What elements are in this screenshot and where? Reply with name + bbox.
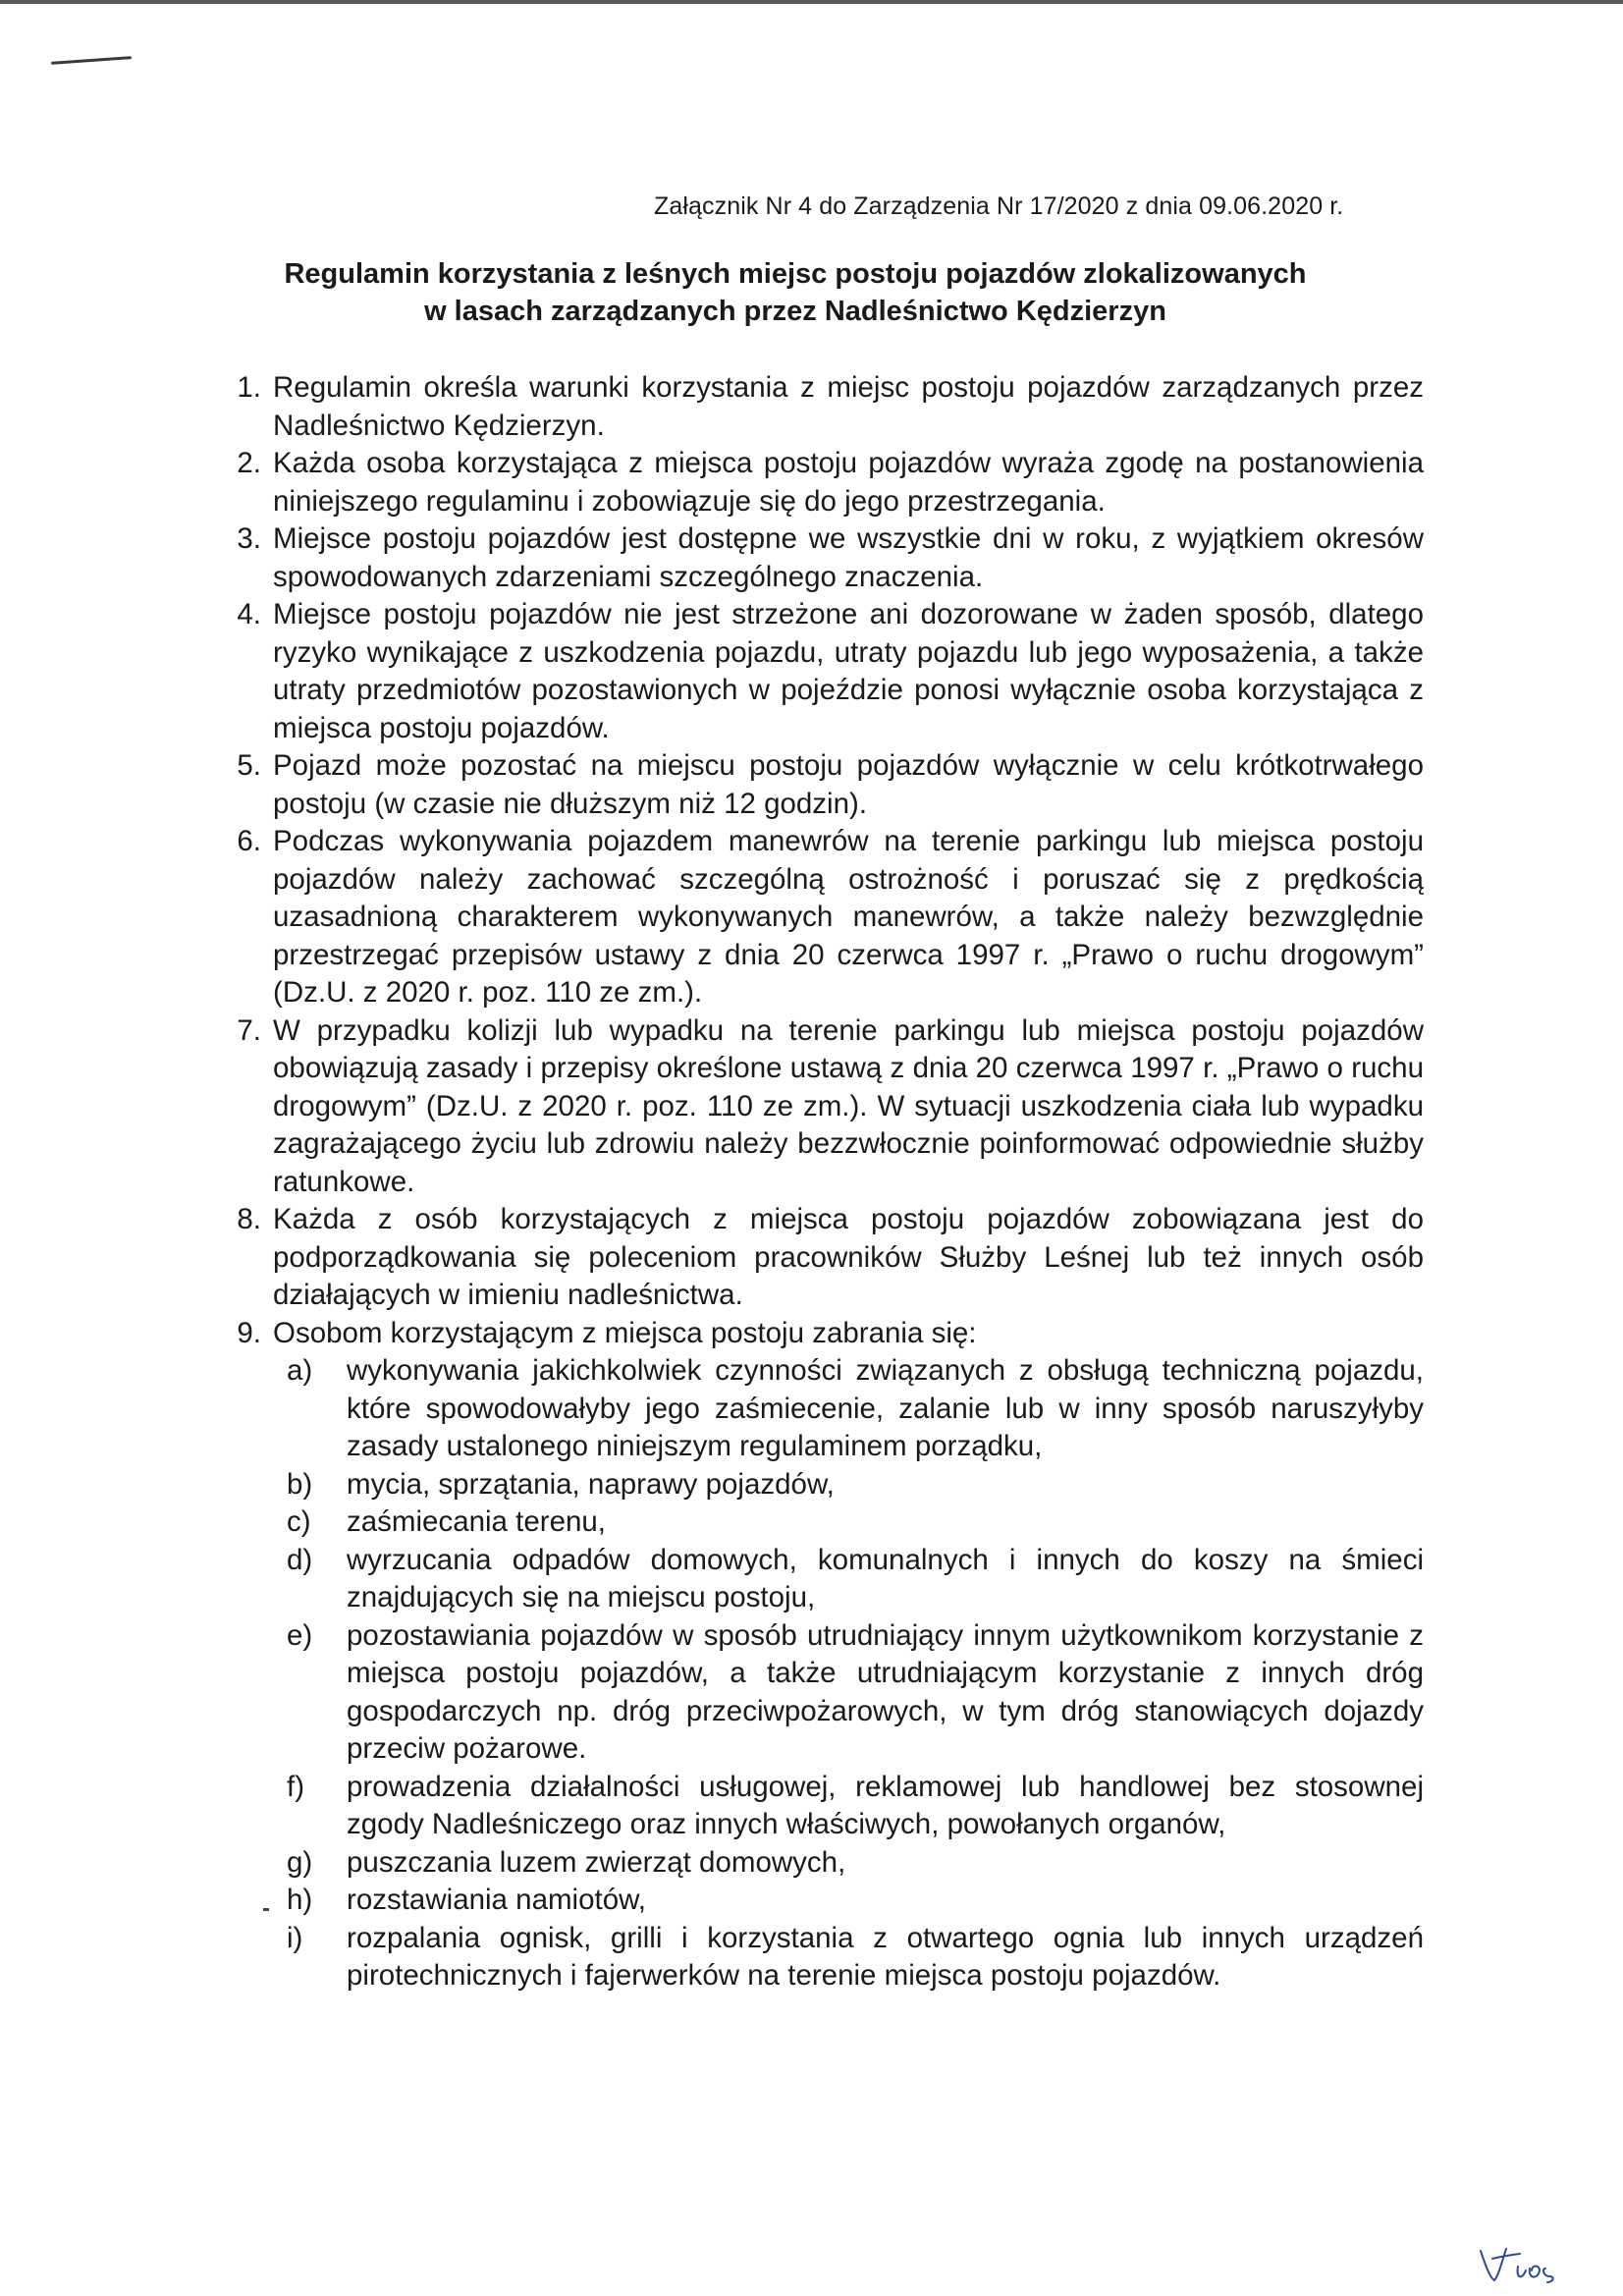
rule-9: [196, 1315, 1424, 1995]
prohibition-text: prowadzenia działalności usługowej, reklamowej lub handlowej bez stosownej zgody Nadleśniczego oraz innych właściwych, powołanych organów,: [347, 1770, 1424, 1840]
prohibition-a: [273, 1352, 1424, 1466]
prohibition-text: puszczania luzem zwierząt domowych,: [347, 1845, 846, 1879]
prohibition-d: [273, 1542, 1424, 1617]
rule-number: 6.: [237, 825, 261, 857]
rule-1: [196, 369, 1424, 445]
prohibition-letter: g): [287, 1845, 313, 1879]
prohibition-text: zaśmiecania terenu,: [347, 1505, 607, 1538]
prohibition-letter: c): [287, 1505, 311, 1538]
prohibition-letter: b): [287, 1467, 313, 1501]
prohibition-b: [273, 1466, 1424, 1504]
rule-number: 1.: [237, 371, 261, 404]
rule-8: [196, 1201, 1424, 1315]
rule-3: [196, 520, 1424, 596]
prohibitions-list: [273, 1352, 1424, 1995]
scan-mark: [51, 56, 132, 65]
rules-list: [196, 369, 1424, 1995]
rule-text: Każda z osób korzystających z miejsca postoju pojazdów zobowiązana jest do podporządkowania się poleceniom pracowników Służby Leśnej lub też innych osób działających w imieniu nadleśnictwa.: [273, 1203, 1424, 1311]
scan-top-edge: [0, 0, 1623, 4]
margin-tick-mark: [263, 1908, 269, 1911]
prohibition-g: [273, 1844, 1424, 1883]
prohibition-text: mycia, sprzątania, naprawy pojazdów,: [347, 1467, 835, 1501]
rule-number: 2.: [237, 447, 261, 479]
rule-6: [196, 823, 1424, 1012]
rule-5: [196, 747, 1424, 823]
prohibition-text: rozpalania ognisk, grilli i korzystania z otwartego ognia lub innych urządzeń pirotechnicznych i fajerwerków na terenie miejsca postoju pojazdów.: [347, 1921, 1424, 1992]
prohibition-c: [273, 1503, 1424, 1542]
rule-4: [196, 596, 1424, 747]
rule-number: 5.: [237, 749, 261, 782]
prohibition-letter: d): [287, 1543, 313, 1576]
prohibition-letter: i): [287, 1921, 303, 1954]
prohibition-letter: e): [287, 1618, 313, 1652]
handwritten-signature: [1473, 2239, 1571, 2288]
prohibition-text: rozstawiania namiotów,: [347, 1884, 646, 1916]
prohibition-h: [273, 1882, 1424, 1920]
prohibition-e: [273, 1617, 1424, 1769]
rule-7: [196, 1012, 1424, 1202]
rule-text: Miejsce postoju pojazdów nie jest strzeżone ani dozorowane w żaden sposób, dlatego ryzyko wynikające z uszkodzenia pojazdu, utraty pojazdu lub jego wyposażenia, a także utraty przedmiotów pozostawionych w pojeździe ponosi wyłącznie osoba korzystająca z miejsca postoju pojazdów.: [273, 598, 1424, 744]
prohibition-text: pozostawiania pojazdów w sposób utrudniający innym użytkownikom korzystanie z miejsca postoju pojazdów, a także utrudniającym korzystanie z innych dróg gospodarczych np. dróg przeciwpożarowych, w tym dróg stanowiących dojazdy przeciw pożarowe.: [347, 1618, 1424, 1765]
title-line-2: w lasach zarządzanych przez Nadleśnictwo Kędzierzyn: [424, 296, 1166, 327]
rule-2: [196, 445, 1424, 520]
prohibition-i: [273, 1920, 1424, 1995]
rule-number: 9.: [237, 1316, 261, 1349]
prohibition-letter: a): [287, 1354, 313, 1387]
rule-text: Regulamin określa warunki korzystania z miejsc postoju pojazdów zarządzanych przez Nadleśnictwo Kędzierzyn.: [273, 371, 1424, 442]
rule-text: Osobom korzystającym z miejsca postoju zabrania się:: [273, 1316, 977, 1349]
rule-number: 4.: [237, 598, 261, 630]
rule-text: Miejsce postoju pojazdów jest dostępne we wszystkie dni w roku, z wyjątkiem okresów spowodowanych zdarzeniami szczególnego znaczenia.: [273, 522, 1424, 593]
prohibition-text: wyrzucania odpadów domowych, komunalnych i innych do koszy na śmieci znajdujących się na miejscu postoju,: [347, 1543, 1424, 1613]
rule-text: Każda osoba korzystająca z miejsca postoju pojazdów wyraża zgodę na postanowienia niniejszego regulaminu i zobowiązuje się do jego przestrzegania.: [273, 447, 1424, 518]
document-title: [187, 255, 1404, 330]
prohibition-text: wykonywania jakichkolwiek czynności związanych z obsługą techniczną pojazdu, które spowodowałyby jego zaśmiecenie, zalanie lub w inny sposób naruszyłyby zasady ustalonego niniejszym regulaminem porządku,: [347, 1354, 1424, 1462]
rule-text: Podczas wykonywania pojazdem manewrów na terenie parkingu lub miejsca postoju pojazdów należy zachować szczególną ostrożność i poruszać się z prędkością uzasadnioną charakterem wykonywanych manewrów, a także należy bezwzględnie przestrzegać przepisów ustawy z dnia 20 czerwca 1997 r. „Prawo o ruchu drogowym” (Dz.U. z 2020 r. poz. 110 ze zm.).: [273, 825, 1424, 1009]
prohibition-f: [273, 1769, 1424, 1844]
prohibition-letter: h): [287, 1884, 313, 1916]
rule-text: Pojazd może pozostać na miejscu postoju pojazdów wyłącznie w celu krótkotrwałego postoju (w czasie nie dłuższym niż 12 godzin).: [273, 749, 1424, 820]
title-line-1: Regulamin korzystania z leśnych miejsc postoju pojazdów zlokalizowanych: [284, 258, 1307, 290]
attachment-note: Załącznik Nr 4 do Zarządzenia Nr 17/2020 z dnia 09.06.2020 r.: [654, 192, 1344, 220]
prohibition-letter: f): [287, 1770, 305, 1803]
rule-number: 7.: [237, 1013, 261, 1047]
rule-number: 8.: [237, 1203, 261, 1235]
rule-number: 3.: [237, 522, 261, 555]
rule-text: W przypadku kolizji lub wypadku na terenie parkingu lub miejsca postoju pojazdów obowiązują zasady i przepisy określone ustawą z dnia 20 czerwca 1997 r. „Prawo o ruchu drogowym” (Dz.U. z 2020 r. poz. 110 ze zm.). W sytuacji uszkodzenia ciała lub wypadku zagrażającego życiu lub zdrowiu należy bezzwłocznie poinformować odpowiednie służby ratunkowe.: [273, 1013, 1424, 1198]
